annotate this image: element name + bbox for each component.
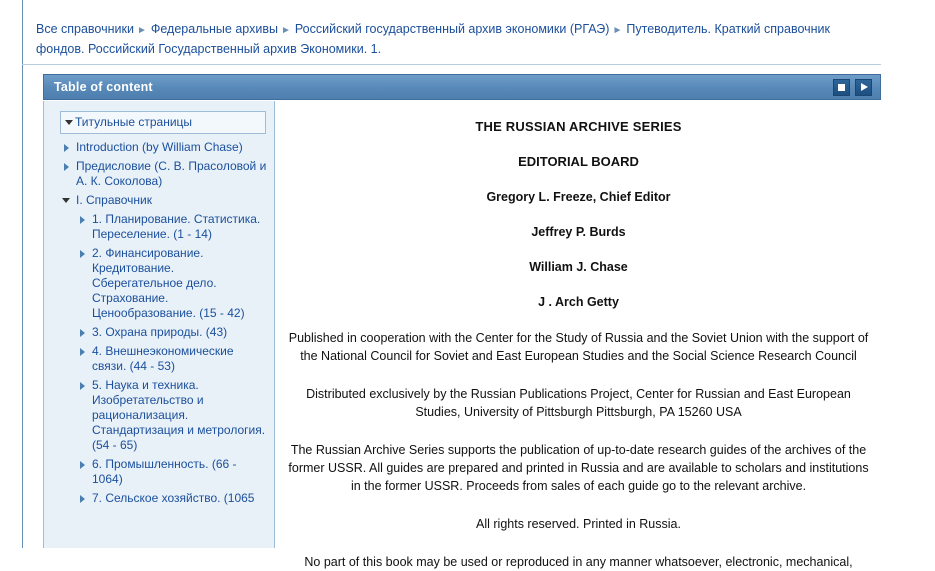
breadcrumb: [36, 20, 881, 58]
toc-section-label: Титульные страницы: [75, 115, 193, 129]
document-paragraph: Published in cooperation with the Center for the Study of Russia and the Soviet Union with the support of the National Council for Soviet and East European Studies and the Social Science Research Council: [288, 331, 869, 363]
chevron-right-icon: [80, 382, 85, 390]
chevron-right-icon: [80, 461, 85, 469]
list-item[interactable]: [62, 138, 274, 157]
play-button[interactable]: [855, 79, 872, 96]
toc-link[interactable]: Предисловие (С. В. Прасоловой и А. К. Соколова): [76, 159, 267, 188]
breadcrumb-divider: [22, 64, 881, 65]
breadcrumb-arrow-icon: ►: [136, 25, 147, 36]
editor-name: William J. Chase: [529, 260, 628, 274]
list-item[interactable]: [78, 342, 274, 376]
stop-button[interactable]: [833, 79, 850, 96]
document-subtitle: EDITORIAL BOARD: [518, 154, 639, 169]
editor-name: J . Arch Getty: [538, 295, 619, 309]
chevron-down-icon: [62, 198, 70, 203]
chevron-right-icon: [80, 250, 85, 258]
left-rule: [22, 0, 23, 548]
list-item[interactable]: [62, 191, 274, 210]
chevron-right-icon: [80, 216, 85, 224]
editor-name: Jeffrey P. Burds: [531, 225, 626, 239]
breadcrumb-item-2[interactable]: Федеральные архивы: [150, 22, 278, 36]
chevron-right-icon: [64, 144, 69, 152]
document-paragraph: The Russian Archive Series supports the publication of up-to-date research guides of the archives of the former USSR. All guides are prepared and printed in Russia and are available to scholars and institutions in the former USSR. Proceeds from sales of each guide go to the relevant archive.: [288, 443, 869, 493]
toc-title: Table of content: [54, 80, 153, 94]
breadcrumb-item-1[interactable]: Все справочники: [36, 22, 134, 36]
breadcrumb-item-4[interactable]: Путеводитель. Краткий справочник фондов. Российский Государственный архив Экономики. 1.: [36, 22, 830, 56]
toc-link[interactable]: 6. Промышленность. (66 - 1064): [92, 457, 237, 486]
document-paragraph: No part of this book may be used or reproduced in any manner whatsoever, electronic, mechanical,: [304, 555, 853, 569]
toc-link[interactable]: I. Справочник: [76, 193, 152, 207]
editor-name: Gregory L. Freeze, Chief Editor: [486, 190, 671, 204]
chevron-down-icon: [65, 120, 73, 125]
breadcrumb-item-3[interactable]: Российский государственный архив экономики (РГАЭ): [294, 22, 610, 36]
toc-link[interactable]: Introduction (by William Chase): [76, 140, 243, 154]
toc-list: [44, 138, 274, 508]
list-item[interactable]: [78, 244, 274, 323]
list-item[interactable]: [78, 376, 274, 455]
list-item[interactable]: [78, 455, 274, 489]
breadcrumb-arrow-icon: ►: [612, 25, 623, 36]
list-item[interactable]: [78, 323, 274, 342]
breadcrumb-arrow-icon: ►: [280, 25, 291, 36]
toc-link[interactable]: 7. Сельское хозяйство. (1065: [92, 491, 255, 505]
toc-link[interactable]: 2. Финансирование. Кредитование. Сберегательное дело. Страхование. Ценообразование. (15 - 42): [92, 246, 245, 320]
document-paragraph: All rights reserved. Printed in Russia.: [476, 517, 681, 531]
chevron-right-icon: [80, 495, 85, 503]
play-icon: [861, 83, 868, 91]
toc-link[interactable]: 5. Наука и техника. Изобретательство и рационализация. Стандартизация и метрология. (54 - 65): [92, 378, 266, 452]
list-item[interactable]: [62, 157, 274, 191]
chevron-right-icon: [64, 163, 69, 171]
document-title: THE RUSSIAN ARCHIVE SERIES: [475, 119, 682, 134]
document-paragraph: Distributed exclusively by the Russian Publications Project, Center for Russian and East European Studies, University of Pittsburgh Pittsburgh, PA 15260 USA: [306, 387, 851, 419]
toc-link[interactable]: 1. Планирование. Статистика. Переселение. (1 - 14): [92, 212, 261, 241]
document-content: [276, 101, 881, 569]
table-of-content-header: [43, 74, 881, 100]
list-item[interactable]: [78, 489, 274, 508]
toc-link[interactable]: 3. Охрана природы. (43): [92, 325, 228, 339]
stop-icon: [838, 84, 845, 91]
toc-sidebar: [43, 101, 275, 548]
chevron-right-icon: [80, 329, 85, 337]
list-item[interactable]: [78, 210, 274, 244]
toc-link[interactable]: 4. Внешнеэкономические связи. (44 - 53): [92, 344, 234, 373]
chevron-right-icon: [80, 348, 85, 356]
toc-section-title-pages[interactable]: [60, 111, 266, 134]
